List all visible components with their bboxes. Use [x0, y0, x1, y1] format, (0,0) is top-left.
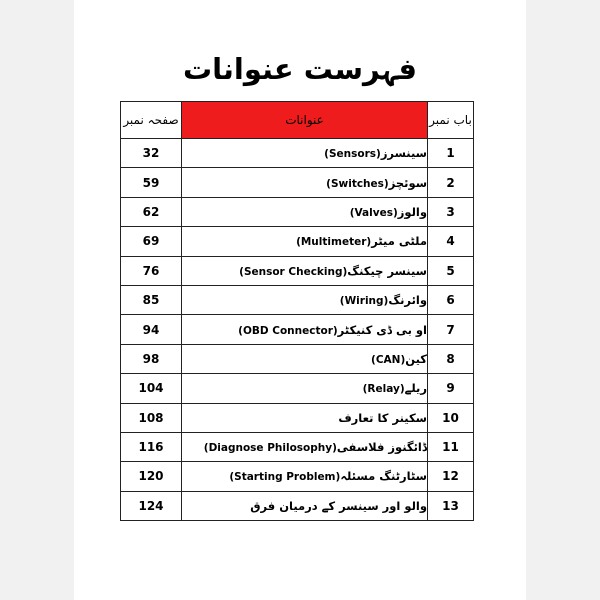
chapter-title — [182, 315, 428, 344]
header-topics: عنوانات — [182, 102, 428, 139]
table-row — [121, 432, 474, 461]
chapter-title — [182, 374, 428, 403]
page-number: 108 — [121, 403, 182, 432]
chapter-title-english: (Multimeter) — [296, 236, 372, 249]
page-number: 85 — [121, 285, 182, 314]
table-row — [121, 168, 474, 197]
page-number: 124 — [121, 491, 182, 520]
chapter-title-english: (Sensor Checking) — [239, 265, 348, 278]
table-row — [121, 403, 474, 432]
chapter-title — [182, 432, 428, 461]
chapter-title-english: (Relay) — [362, 383, 405, 396]
chapter-number: 7 — [428, 315, 474, 344]
chapter-title-urdu: سینسرز — [380, 146, 427, 161]
table-row — [121, 315, 474, 344]
page-number: 32 — [121, 139, 182, 168]
page-number: 98 — [121, 344, 182, 373]
chapter-title — [182, 197, 428, 226]
chapter-number: 2 — [428, 168, 474, 197]
chapter-title-english: (Sensors) — [324, 148, 381, 161]
chapter-number: 4 — [428, 227, 474, 256]
chapter-title-urdu: ریلے — [404, 381, 427, 396]
chapter-title-english: (Switches) — [326, 177, 389, 190]
header-chapter-number: باب نمبر — [428, 102, 474, 139]
header-row — [121, 102, 474, 139]
chapter-title-urdu: کین — [405, 351, 427, 366]
chapter-title-urdu: او بی ڈی کنیکٹر — [337, 322, 427, 337]
chapter-number: 5 — [428, 256, 474, 285]
chapter-number: 8 — [428, 344, 474, 373]
chapter-title-urdu: وائرنگ — [388, 293, 427, 308]
chapter-title-urdu: سینسر چیکنگ — [347, 263, 427, 278]
page-number: 116 — [121, 432, 182, 461]
chapter-title-urdu: والوز — [397, 204, 427, 219]
header-page-number: صفحہ نمبر — [121, 102, 182, 139]
chapter-title — [182, 256, 428, 285]
chapter-number: 11 — [428, 432, 474, 461]
chapter-number: 1 — [428, 139, 474, 168]
table-row — [121, 374, 474, 403]
chapter-title-english: (Wiring) — [339, 295, 389, 308]
chapter-title-english: (Diagnose Philosophy) — [203, 442, 337, 455]
chapter-title — [182, 139, 428, 168]
chapter-title-urdu: سکینر کا تعارف — [338, 410, 427, 425]
chapter-title-urdu: ڈائگنوز فلاسفی — [336, 440, 427, 455]
chapter-title-english: (Valves) — [349, 206, 398, 219]
page-number: 104 — [121, 374, 182, 403]
chapter-title — [182, 491, 428, 520]
chapter-number: 9 — [428, 374, 474, 403]
table-row — [121, 285, 474, 314]
chapter-number: 10 — [428, 403, 474, 432]
page-number: 94 — [121, 315, 182, 344]
table-row — [121, 227, 474, 256]
chapter-title-english: (Starting Problem) — [229, 471, 341, 484]
chapter-title — [182, 344, 428, 373]
chapter-title — [182, 168, 428, 197]
chapter-title — [182, 462, 428, 491]
chapter-title-urdu: ملٹی میٹر — [371, 234, 427, 249]
chapter-title — [182, 227, 428, 256]
chapter-title — [182, 403, 428, 432]
page-number: 62 — [121, 197, 182, 226]
table-row — [121, 197, 474, 226]
table-of-contents — [120, 101, 474, 521]
page-number: 120 — [121, 462, 182, 491]
chapter-title — [182, 285, 428, 314]
chapter-number: 13 — [428, 491, 474, 520]
chapter-title-english: (CAN) — [371, 353, 406, 366]
table-row — [121, 139, 474, 168]
chapter-title-urdu: والو اور سینسر کے درمیان فرق — [250, 498, 427, 513]
page-number: 59 — [121, 168, 182, 197]
table-row — [121, 491, 474, 520]
table-row — [121, 462, 474, 491]
chapter-number: 3 — [428, 197, 474, 226]
page-title: فہرست عنوانات — [182, 52, 418, 86]
chapter-number: 12 — [428, 462, 474, 491]
chapter-number: 6 — [428, 285, 474, 314]
table-row — [121, 256, 474, 285]
chapter-title-urdu: سٹارٹنگ مسئلہ — [340, 469, 427, 484]
page-number: 69 — [121, 227, 182, 256]
page-number: 76 — [121, 256, 182, 285]
chapter-title-urdu: سوئچز — [388, 175, 427, 190]
chapter-title-english: (OBD Connector) — [238, 324, 338, 337]
table-row — [121, 344, 474, 373]
